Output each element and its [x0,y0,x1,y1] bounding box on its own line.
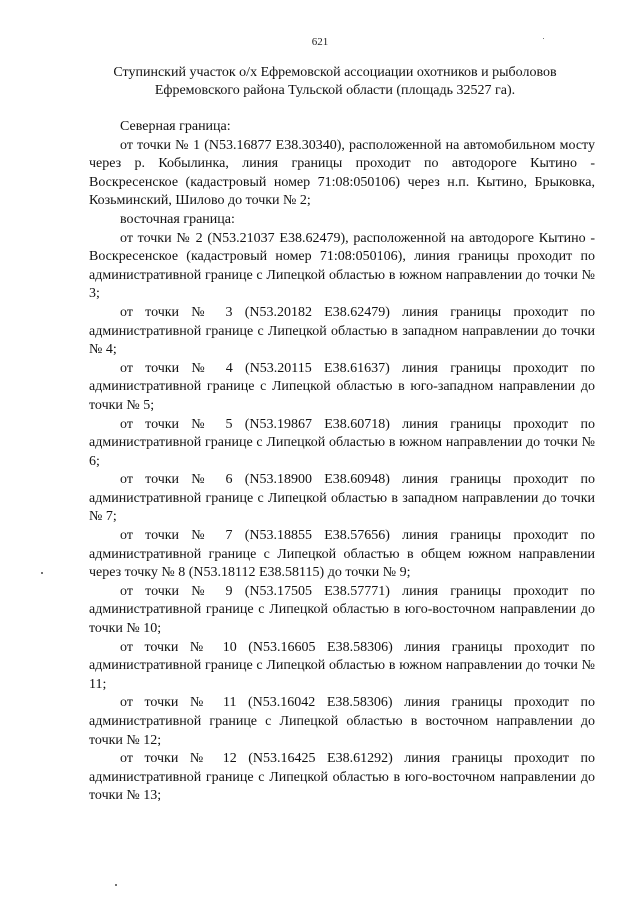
section-heading-east: восточная граница: [120,211,235,227]
boundary-paragraph: от точки № 1 (N53.16877 E38.30340), расположенной на автомобильном мосту через р. Кобылинка, линия границы проходит по автодороге Кытино - Воскресенское (кадастровый номер 71:08:050106) через н.п. Кытино, Брыковка, Козьминский, Шилово до точки № 2; [89,137,595,209]
page-number: 621 [311,36,329,48]
title-line-1: Ступинский участок о/х Ефремовской ассоциации охотников и рыболовов [113,65,557,80]
boundary-paragraph: от точки № 3 (N53.20182 E38.62479) линия границы проходит по административной границе с Липецкой областью в западном направлении до точки № 4; [89,304,595,358]
boundary-paragraph: от точки № 10 (N53.16605 E38.58306) линия границы проходит по административной границе с Липецкой областью в южном направлении до точки № 11; [89,639,595,692]
scan-speck [543,38,544,39]
title-line-2: Ефремовского района Тульской области (площадь 32527 га). [154,83,516,98]
document-title [70,64,600,100]
scan-speck [41,572,43,574]
boundary-paragraph: от точки № 5 (N53.19867 E38.60718) линия границы проходит по административной границе с Липецкой областью в южном направлении до точки № 6; [89,416,595,469]
boundary-paragraph: от точки № 11 (N53.16042 E38.58306) линия границы проходит по административной границе с Липецкой областью в восточном направлении до точки № 12; [89,695,595,748]
boundary-paragraph: от точки № 6 (N53.18900 E38.60948) линия границы проходит по административной границе с Липецкой областью в западном направлении до точки № 7; [89,472,595,525]
boundary-paragraph: от точки № 9 (N53.17505 E38.57771) линия границы проходит по административной границе с Липецкой областью в юго-восточном направлении до точки № 10; [89,583,595,637]
boundary-paragraph: от точки № 2 (N53.21037 E38.62479), расположенной на автодороге Кытино - Воскресенское (кадастровый номер 71:08:050106), линия границы проходит по административной границе с Липецкой областью в южном направлении до точки № 3; [89,230,595,302]
scan-speck [115,884,117,886]
boundary-paragraph: от точки № 12 (N53.16425 E38.61292) линия границы проходит по административной границе с Липецкой областью в юго-восточном направлении до точки № 13; [89,751,595,804]
document-body [89,118,595,806]
section-heading-north: Северная граница: [120,119,231,134]
boundary-paragraph: от точки № 4 (N53.20115 E38.61637) линия границы проходит по административной границе с Липецкой областью в юго-западном направлении до точки № 5; [89,360,595,413]
boundary-paragraph: от точки № 7 (N53.18855 E38.57656) линия границы проходит по административной границе с Липецкой областью в общем южном направлении через точку № 8 (N53.18112 E38.58115) до точки № 9; [89,528,595,581]
